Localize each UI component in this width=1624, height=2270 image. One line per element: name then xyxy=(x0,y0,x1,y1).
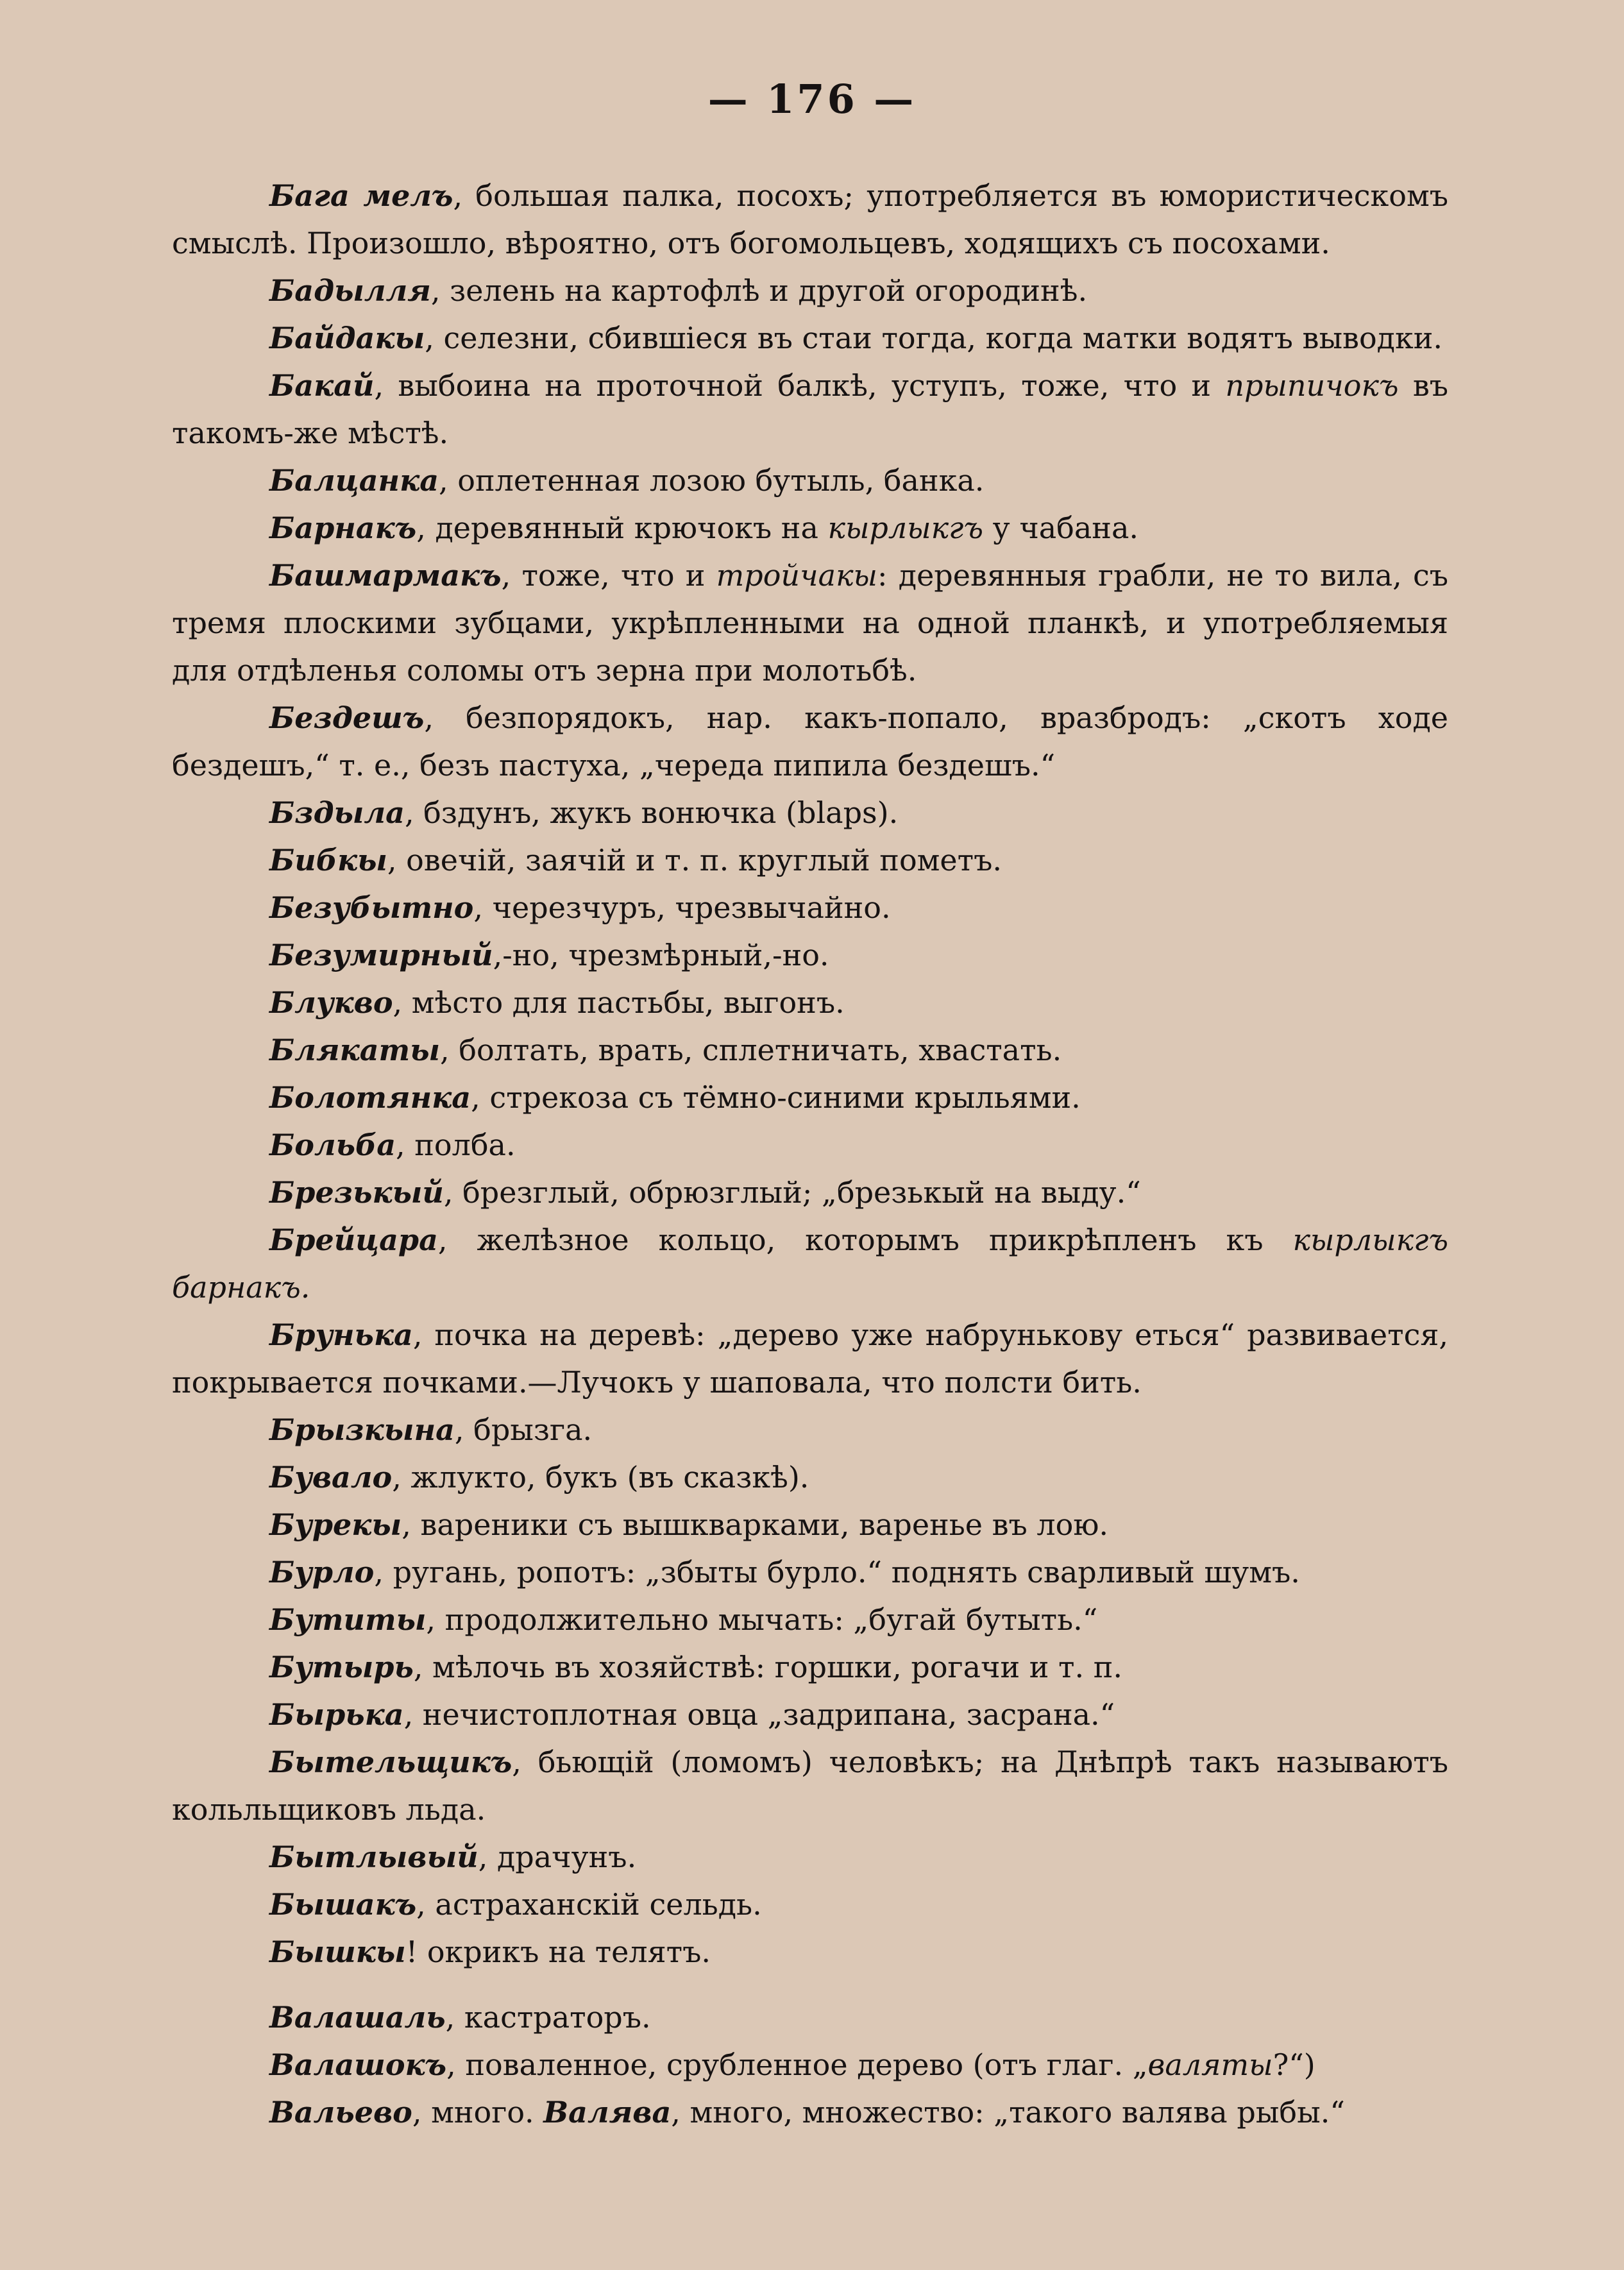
entry-headword: Бышкы xyxy=(269,1935,406,1969)
entry-headword: Бутырь xyxy=(269,1650,414,1684)
dictionary-entry xyxy=(172,1738,1448,1833)
entry-text: , стрекоза съ тёмно-синими крыльями. xyxy=(471,1080,1081,1115)
entry-headword: Бувало xyxy=(269,1460,393,1495)
dictionary-entry xyxy=(172,362,1448,457)
entry-text: , астраханскій сельдь. xyxy=(416,1887,762,1922)
entry-headword: Байдакы xyxy=(269,321,425,355)
entry-text: , селезни, сбившіеся въ стаи тогда, когда матки водятъ выводки. xyxy=(425,321,1443,355)
entry-italic-term: валяты xyxy=(1147,2047,1273,2082)
entry-text: , нечистоплотная овца „задрипана, засрана.“ xyxy=(403,1697,1115,1732)
entry-headword: Брезькый xyxy=(269,1175,444,1210)
entry-text: ,-но, чрезмѣрный,-но. xyxy=(493,938,829,972)
entry-text: , мѣсто для пастьбы, выгонъ. xyxy=(393,985,845,1020)
entry-headword: Бытельщикъ xyxy=(269,1745,512,1779)
entry-text: въ такомъ-же мѣстѣ. xyxy=(172,368,1448,450)
entry-text: ?“) xyxy=(1273,2047,1315,2082)
entry-headword: Безумирный xyxy=(269,938,493,972)
entry-text: , болтать, врать, сплетничать, хвастать. xyxy=(440,1033,1062,1067)
entry-text: , большая палка, посохъ; употребляется въ юмористическомъ смыслѣ. Произошло, вѣроятно, отъ богомольцевъ, ходящихъ съ посохами. xyxy=(172,178,1448,260)
dictionary-entry xyxy=(172,1406,1448,1453)
dictionary-entry xyxy=(172,1216,1448,1311)
entry-text: , овечій, заячій и т. п. круглый пометъ. xyxy=(387,843,1002,877)
entry-italic-term: прыпичокъ xyxy=(1225,368,1399,403)
entry-headword: Башмармакъ xyxy=(269,558,502,593)
entry-text: у чабана. xyxy=(983,511,1138,545)
entry-headword: Валява xyxy=(543,2095,672,2130)
entry-text: , оплетенная лозою бутыль, банка. xyxy=(439,463,985,498)
entry-text: , брызга. xyxy=(454,1412,593,1447)
entry-text: , бздунъ, жукъ вонючка (blaps). xyxy=(404,795,899,830)
entry-text: , безпорядокъ, нар. какъ-попало, вразбродъ: „скотъ ходе бездешъ,“ т. е., безъ пастуха, „череда пипила бездешъ.“ xyxy=(172,700,1448,783)
dictionary-entry xyxy=(172,1121,1448,1169)
entry-headword: Бибкы xyxy=(269,843,387,877)
entry-headword: Бага мелъ xyxy=(269,178,453,213)
dictionary-entry xyxy=(172,1881,1448,1928)
entry-text: , ругань, ропотъ: „збыты бурло.“ поднять сварливый шумъ. xyxy=(374,1555,1300,1589)
entry-text: , деревянный крючокъ на xyxy=(416,511,828,545)
dictionary-entry xyxy=(172,552,1448,694)
entry-headword: Вальево xyxy=(269,2095,412,2130)
entry-text: , полба. xyxy=(396,1128,516,1162)
dictionary-entry xyxy=(172,1169,1448,1216)
entry-headword: Бурекы xyxy=(269,1507,402,1542)
dictionary-entry xyxy=(172,1643,1448,1691)
entry-text: , тоже, что и xyxy=(501,558,716,593)
entry-text: , много. xyxy=(412,2095,544,2130)
dictionary-entry xyxy=(172,1501,1448,1548)
entry-headword: Бездешъ xyxy=(269,700,425,735)
dictionary-entry xyxy=(172,1548,1448,1596)
dictionary-entry xyxy=(172,884,1448,931)
entry-headword: Брызкына xyxy=(269,1412,455,1447)
page-number: — 176 — xyxy=(707,76,917,123)
entry-italic-term: кырлыкгъ барнакъ. xyxy=(172,1223,1448,1305)
dictionary-entry xyxy=(172,2088,1448,2136)
dictionary-entry xyxy=(172,1026,1448,1074)
entry-text: , черезчуръ, чрезвычайно. xyxy=(473,890,891,925)
entry-text: , много, множество: „такого валява рыбы.“ xyxy=(671,2095,1345,2130)
entry-headword: Бутиты xyxy=(269,1602,427,1637)
entry-text: , зелень на картофлѣ и другой огородинѣ. xyxy=(430,273,1088,308)
entry-italic-term: кырлыкгъ xyxy=(827,511,984,545)
dictionary-entry xyxy=(172,1928,1448,1976)
entry-headword: Блукво xyxy=(269,985,393,1020)
entry-headword: Брейцара xyxy=(269,1223,438,1257)
entry-text: , кастраторъ. xyxy=(445,2000,651,2035)
dictionary-entry xyxy=(172,457,1448,504)
entry-headword: Бышакъ xyxy=(269,1887,417,1922)
dictionary-entry xyxy=(172,979,1448,1026)
entry-text: , жлукто, букъ (въ сказкѣ). xyxy=(392,1460,809,1495)
entry-headword: Блякаты xyxy=(269,1033,441,1067)
entry-headword: Бадылля xyxy=(269,273,431,308)
entry-text: : деревянныя грабли, не то вила, съ тремя плоскими зубцами, укрѣпленными на одной планкѣ, и употребляемыя для отдѣленья соломы отъ зерна при молотьбѣ. xyxy=(172,558,1448,688)
entry-text: ! окрикъ на телятъ. xyxy=(405,1935,711,1969)
dictionary-entry xyxy=(172,789,1448,836)
dictionary-entry xyxy=(172,267,1448,314)
entry-headword: Болотянка xyxy=(269,1080,471,1115)
dictionary-entry xyxy=(172,694,1448,789)
dictionary-entry xyxy=(172,1994,1448,2041)
entry-headword: Больба xyxy=(269,1128,396,1162)
entry-text: , поваленное, срубленное дерево (отъ глаг. „ xyxy=(446,2047,1148,2082)
dictionary-entry xyxy=(172,1833,1448,1881)
entry-headword: Балцанка xyxy=(269,463,439,498)
entry-text: , драчунъ. xyxy=(478,1840,637,1874)
dictionary-entry xyxy=(172,1691,1448,1738)
entry-text: , бьющій (ломомъ) человѣкъ; на Днѣпрѣ такъ называютъ кольльщиковъ льда. xyxy=(172,1745,1448,1827)
dictionary-entry xyxy=(172,1596,1448,1643)
dictionary-entry xyxy=(172,836,1448,884)
dictionary-entry xyxy=(172,931,1448,979)
dictionary-entry xyxy=(172,504,1448,552)
entry-headword: Безубытно xyxy=(269,890,474,925)
entry-headword: Валашаль xyxy=(269,2000,446,2035)
entry-text: , выбоина на проточной балкѣ, уступъ, тоже, что и xyxy=(374,368,1226,403)
dictionary-entry xyxy=(172,2041,1448,2088)
entry-headword: Бурло xyxy=(269,1555,375,1589)
dictionary-entry xyxy=(172,1453,1448,1501)
entry-headword: Барнакъ xyxy=(269,511,417,545)
entry-text: , почка на деревѣ: „дерево уже набрунькову еться“ развивается, покрывается почками.—Лучокъ у шаповала, что полсти бить. xyxy=(172,1317,1448,1400)
entry-headword: Бырька xyxy=(269,1697,404,1732)
entry-text: , продолжительно мычать: „бугай бутыть.“ xyxy=(426,1602,1098,1637)
entry-headword: Бытлывый xyxy=(269,1840,478,1874)
dictionary-entry xyxy=(172,1074,1448,1121)
entry-text: , мѣлочь въ хозяйствѣ: горшки, рогачи и т. п. xyxy=(413,1650,1123,1684)
entry-headword: Брунька xyxy=(269,1317,413,1352)
dictionary-entry xyxy=(172,1311,1448,1406)
entry-headword: Бакай xyxy=(269,368,375,403)
entry-text: , желѣзное кольцо, которымъ прикрѣпленъ къ xyxy=(437,1223,1293,1257)
dictionary-entry xyxy=(172,314,1448,362)
entry-italic-term: тройчакы xyxy=(716,558,878,593)
dictionary-entry xyxy=(172,172,1448,267)
entry-text: , брезглый, обрюзглый; „брезькый на выду.“ xyxy=(443,1175,1141,1210)
entry-headword: Валашокъ xyxy=(269,2047,447,2082)
entry-text: , вареники съ вышкварками, варенье въ лою. xyxy=(402,1507,1109,1542)
entry-headword: Бздыла xyxy=(269,795,405,830)
dictionary-entries xyxy=(172,172,1448,2136)
